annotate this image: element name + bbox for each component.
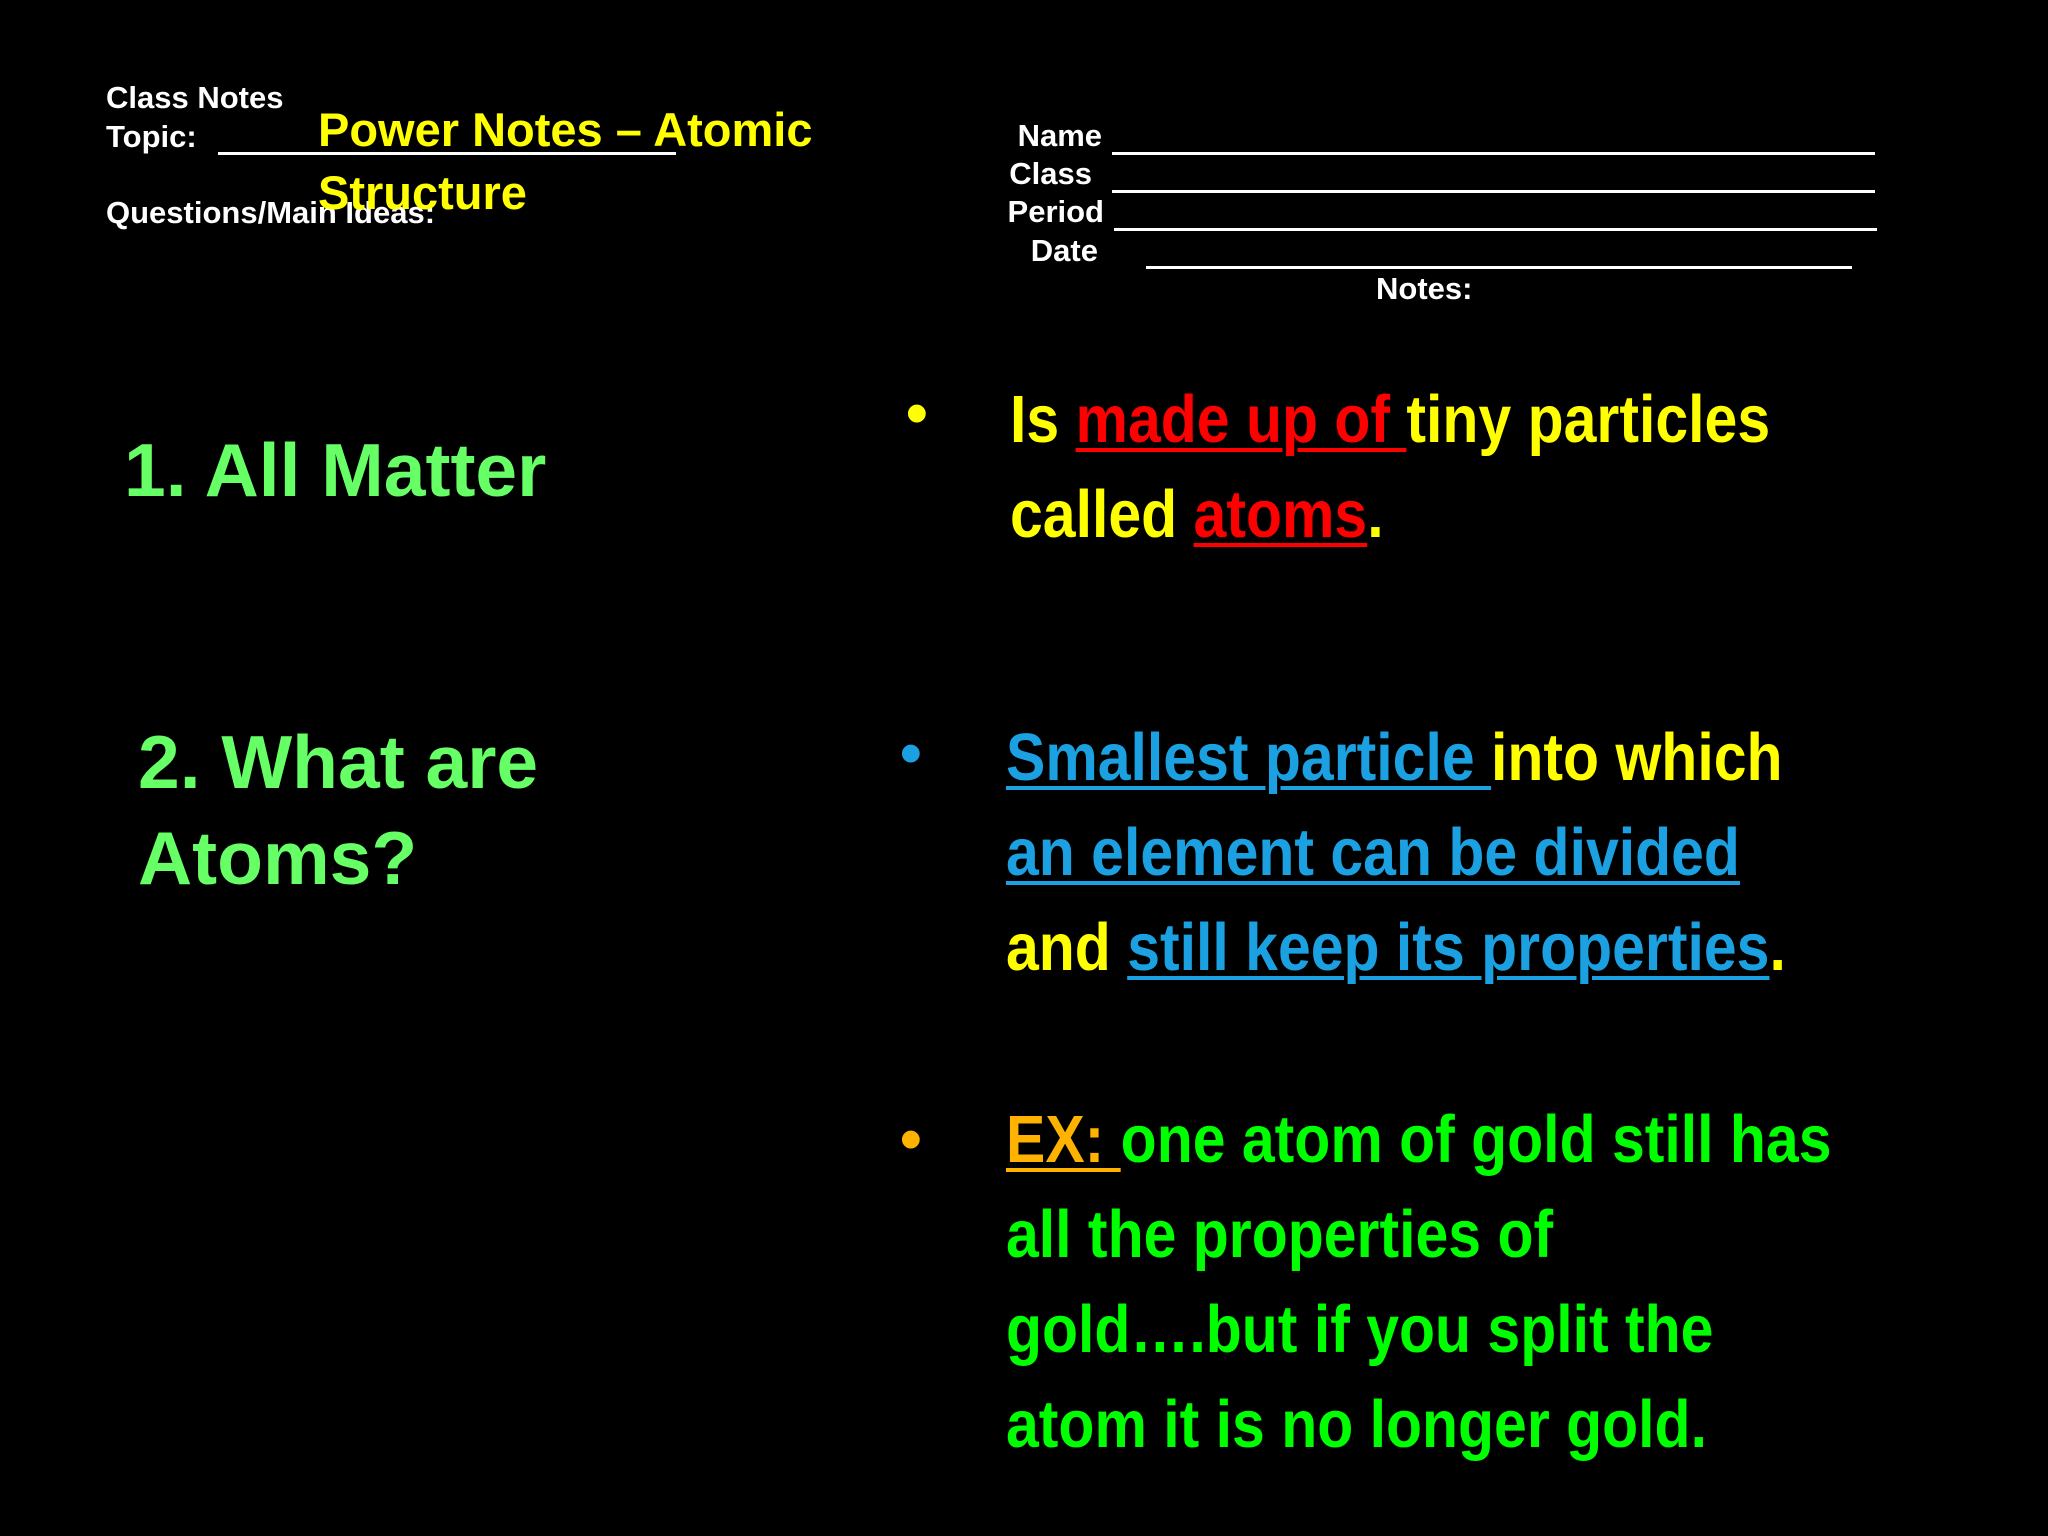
note-1 <box>1010 372 2048 562</box>
questions-main-ideas-label: Questions/Main Ideas: <box>106 195 436 230</box>
note-1-line2 <box>1010 467 2048 562</box>
note-3-line3: gold….but if you split the <box>1006 1292 1714 1367</box>
period-label: Period <box>1007 194 1104 229</box>
note-2-line1 <box>1006 710 2048 805</box>
date-label: Date <box>1030 233 1098 268</box>
note-2-text-e: still keep its properties <box>1127 910 1770 985</box>
note-3 <box>1006 1092 2048 1472</box>
main-idea-2-line2: Atoms? <box>138 816 418 900</box>
date-line[interactable] <box>1146 266 1852 269</box>
period-line[interactable] <box>1114 228 1877 231</box>
note-1-line1 <box>1010 372 2048 467</box>
note-1-text-f: . <box>1367 477 1384 552</box>
topic-title <box>318 98 958 224</box>
note-3-text-a: EX: <box>1006 1102 1121 1177</box>
main-idea-2 <box>138 714 538 906</box>
note-1-text-a: Is <box>1010 382 1076 457</box>
main-idea-1: 1. All Matter <box>124 428 547 512</box>
bullet-3: • <box>900 1105 922 1174</box>
note-2-text-d: and <box>1006 910 1128 985</box>
note-2-line3 <box>1006 900 2048 995</box>
topic-label: Topic: <box>106 119 197 154</box>
note-2-text-a: Smallest particle <box>1006 720 1492 795</box>
name-label: Name <box>1017 118 1102 153</box>
note-3-text-b: one atom of gold still has <box>1120 1102 1832 1177</box>
note-2 <box>1006 710 2048 995</box>
class-notes-label: Class Notes <box>106 80 284 115</box>
note-2-text-c: an element can be divided <box>1006 815 1740 890</box>
class-line[interactable] <box>1112 190 1875 193</box>
topic-title-line1: Power Notes – Atomic <box>318 103 813 156</box>
note-1-text-c: tiny particles <box>1406 382 1771 457</box>
class-label: Class <box>1009 156 1092 191</box>
main-idea-2-line1: 2. What are <box>138 720 539 804</box>
note-2-line2 <box>1006 805 2048 900</box>
topic-title-line2: Structure <box>318 166 527 219</box>
bullet-1: • <box>906 379 928 448</box>
note-3-line2: all the properties of <box>1006 1197 1554 1272</box>
notes-label: Notes: <box>1376 271 1473 306</box>
note-3-line4: atom it is no longer gold. <box>1006 1387 1707 1462</box>
note-1-text-b: made up of <box>1075 382 1407 457</box>
note-1-text-e: atoms <box>1193 477 1368 552</box>
note-3-line1 <box>1006 1092 2048 1187</box>
bullet-2: • <box>900 719 922 788</box>
note-2-text-f: . <box>1769 910 1786 985</box>
note-2-text-b: into which <box>1491 720 1783 795</box>
note-1-text-d: called <box>1010 477 1194 552</box>
name-line[interactable] <box>1112 152 1875 155</box>
